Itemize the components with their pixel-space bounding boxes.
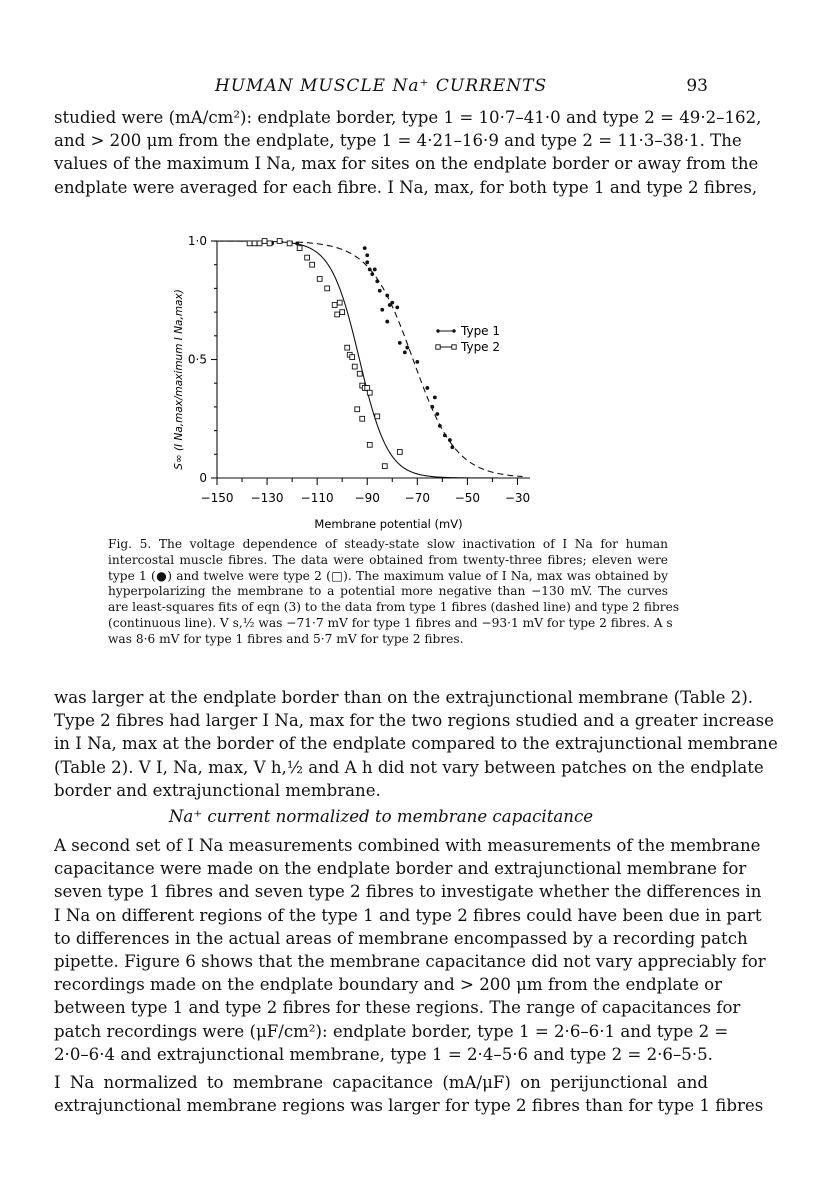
x-tick-label: −30 (504, 491, 531, 505)
type2-point (252, 241, 257, 246)
paragraph-intro (54, 106, 762, 199)
text-line: Type 2 fibres had larger I Na, max for the two regions studied and a greater increase (54, 711, 775, 731)
text-line: and > 200 μm from the endplate, type 1 = 4·21–16·9 and type 2 = 11·3–38·1. The (54, 131, 742, 151)
type1-fit-curve (217, 241, 522, 477)
type2-point (262, 239, 267, 244)
type1-point (368, 268, 372, 272)
text-line: A second set of I Na measurements combined with measurements of the membrane (54, 836, 761, 855)
text-line: in I Na, max at the border of the endplate compared to the extrajunctional membrane (54, 734, 778, 754)
type1-point (395, 305, 399, 309)
type1-point (438, 424, 442, 428)
type2-point (367, 442, 372, 447)
type1-point (385, 320, 389, 324)
type2-point (352, 364, 357, 369)
type1-point (403, 350, 407, 354)
y-tick-label: 1·0 (187, 234, 207, 248)
type1-point (435, 412, 439, 416)
type1-point (385, 294, 389, 298)
x-tick-label: −130 (250, 491, 284, 505)
text-line: 2·0–6·4 and extrajunctional membrane, type 1 = 2·4–5·6 and type 2 = 2·6–5·5. (54, 1044, 713, 1064)
text-line: between type 1 and type 2 fibres for these regions. The range of capacitances for (54, 998, 741, 1018)
type2-point (375, 414, 380, 419)
caption-line: are least-squares fits of eqn (3) to the data from type 1 fibres (dashed line) and type 2 fibres (108, 600, 680, 615)
type1-point (448, 438, 452, 442)
type1-point (370, 272, 374, 276)
caption-line: was 8·6 mV for type 1 fibres and 5·7 mV for type 2 fibres. (108, 631, 464, 646)
type2-point (365, 386, 370, 391)
type2-point (345, 345, 350, 350)
text-line: border and extrajunctional membrane. (54, 780, 381, 800)
type2-point (305, 255, 310, 260)
text-line: recordings made on the endplate boundary and > 200 μm from the endplate or (54, 975, 723, 995)
legend-type1-label: Type 1 (461, 324, 501, 338)
x-tick-label: −150 (200, 491, 234, 505)
page-header (54, 76, 708, 100)
y-axis-label: S∞ (I Na,max/maximum I Na,max) (173, 289, 185, 470)
type1-point (378, 289, 382, 293)
legend-type2-marker (452, 345, 456, 349)
paragraph-capacitance (54, 834, 766, 1066)
type2-point (382, 464, 387, 469)
type1-point (398, 341, 402, 345)
type2-point (317, 277, 322, 282)
text-line: I Na normalized to membrane capacitance (mA/μF) on perijunctional and (54, 1073, 708, 1092)
text-line: studied were (mA/cm²): endplate border, type 1 = 10·7–41·0 and type 2 = 49·2–162, (54, 108, 762, 127)
type2-point (355, 407, 360, 412)
type1-point (425, 386, 429, 390)
page-number: 93 (686, 76, 708, 96)
figure-5-chart (160, 225, 560, 535)
type2-point (340, 310, 345, 315)
text-line: pipette. Figure 6 shows that the membrane capacitance did not vary appreciably for (54, 952, 766, 972)
caption-line: hyperpolarizing the membrane to a potential more negative than −130 mV. The curves (108, 584, 668, 599)
caption-line: (continuous line). V s,½ was −71·7 mV for type 1 fibres and −93·1 mV for type 2 fibres. A s (108, 615, 673, 630)
x-tick-label: −110 (300, 491, 334, 505)
type2-point (277, 239, 282, 244)
type2-point (337, 300, 342, 305)
caption-line: intercostal muscle fibres. The data were obtained from twenty-three fibres; eleven were (108, 552, 668, 567)
legend-type2-marker (436, 345, 440, 349)
type2-point (350, 355, 355, 360)
type1-point (430, 405, 434, 409)
x-tick-label: −50 (454, 491, 481, 505)
figure-caption (108, 537, 680, 648)
type2-point (360, 416, 365, 421)
type2-point (357, 371, 362, 376)
text-line: patch recordings were (μF/cm²): endplate border, type 1 = 2·6–6·1 and type 2 = (54, 1021, 729, 1041)
type1-point (405, 346, 409, 350)
text-line: endplate were averaged for each fibre. I Na, max, for both type 1 and type 2 fibres, (54, 177, 758, 197)
type1-point (375, 279, 379, 283)
section-heading: Na⁺ current normalized to membrane capacitance (168, 807, 594, 826)
running-title: HUMAN MUSCLE Na⁺ CURRENTS (214, 76, 548, 96)
type2-point (367, 390, 372, 395)
text-line: values of the maximum I Na, max for sites on the endplate border or away from the (54, 154, 759, 174)
type2-point (247, 241, 252, 246)
x-tick-label: −90 (354, 491, 380, 505)
text-line: seven type 1 fibres and seven type 2 fibres to investigate whether the differences in (54, 882, 762, 902)
type2-point (325, 286, 330, 291)
type1-point (373, 268, 377, 272)
type1-point (363, 246, 367, 250)
y-tick-label: 0 (199, 471, 207, 485)
chart-labels (173, 234, 530, 531)
type1-point (380, 308, 384, 312)
type1-point (295, 241, 299, 245)
type2-point (257, 241, 262, 246)
text-line: I Na on different regions of the type 1 and type 2 fibres could have been due in part (54, 905, 762, 925)
legend-type1-marker (436, 329, 439, 332)
text-line: extrajunctional membrane regions was larger for type 2 fibres than for type 1 fibres (54, 1096, 764, 1116)
text-line: was larger at the endplate border than on the extrajunctional membrane (Table 2). (54, 688, 754, 707)
type2-point (267, 241, 272, 246)
type1-point (443, 433, 447, 437)
x-tick-label: −70 (404, 491, 430, 505)
type1-point (390, 301, 394, 305)
chart-points (247, 239, 454, 469)
text-line: (Table 2). V I, Na, max, V h,½ and A h did not vary between patches on the endplate (54, 757, 764, 777)
caption-line: Fig. 5. The voltage dependence of steady-state slow inactivation of I Na for human (108, 537, 668, 551)
x-axis-label: Membrane potential (mV) (314, 517, 463, 531)
chart-axes (211, 241, 530, 485)
type1-point (415, 360, 419, 364)
legend-type2-label: Type 2 (461, 340, 501, 354)
type2-point (310, 262, 315, 267)
text-line: to differences in the actual areas of membrane encompassed by a recording patch (54, 928, 748, 948)
text-line: capacitance were made on the endplate border and extrajunctional membrane for (54, 859, 747, 879)
type1-point (433, 396, 437, 400)
type2-point (335, 312, 340, 317)
type1-point (365, 253, 369, 257)
legend-type1-marker (452, 329, 455, 332)
type2-point (397, 450, 402, 455)
type1-point (365, 260, 369, 264)
paragraph-normalized (54, 1071, 764, 1117)
type2-point (332, 303, 337, 308)
type2-point (297, 246, 302, 251)
type2-point (287, 241, 292, 246)
paragraph-results (54, 686, 778, 802)
caption-line: type 1 (●) and twelve were type 2 (□). The maximum value of I Na, max was obtained by (108, 568, 668, 583)
type1-point (450, 445, 454, 449)
y-tick-label: 0·5 (187, 352, 207, 367)
